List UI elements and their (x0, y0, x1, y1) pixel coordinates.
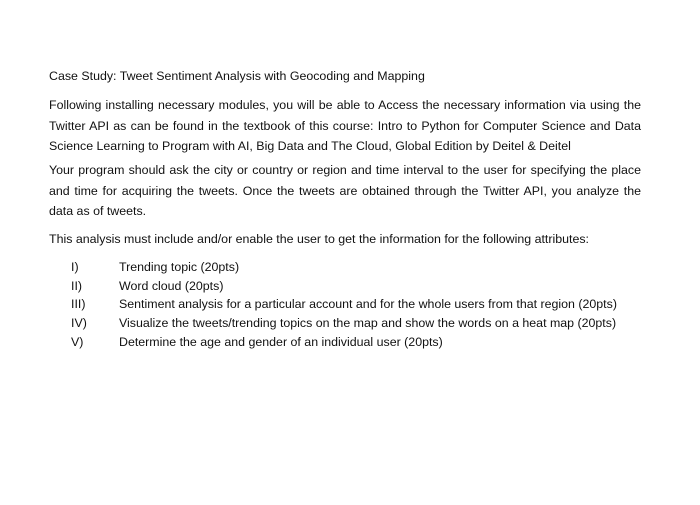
attribute-text: Trending topic (20pts) (119, 260, 240, 274)
attribute-item-sentiment-analysis (49, 295, 641, 314)
attribute-text: Sentiment analysis for a particular account and for the whole users from that region (20pts) (119, 297, 617, 312)
case-study-title: Case Study: Tweet Sentiment Analysis with Geocoding and Mapping (49, 69, 425, 83)
program-instructions-paragraph: Your program should ask the city or country or region and time interval to the user for specifying the place and time for acquiring the tweets. Once the tweets are obtained through the Twitter API, you analyze the data as of tweets. (49, 163, 641, 218)
intro-paragraph: Following installing necessary modules, you will be able to Access the necessary information via using the Twitter API as can be found in the textbook of this course: Intro to Python for Computer Science and Data Science Learning to Program with AI, Big Data and The Cloud, Global Edition by Deitel & Deitel (49, 98, 641, 153)
list-marker: IV) (71, 316, 87, 331)
list-marker: III) (71, 297, 86, 312)
attribute-text: Visualize the tweets/trending topics on the map and show the words on a heat map (20pts) (119, 316, 617, 331)
attribute-text: Determine the age and gender of an individual user (20pts) (119, 334, 443, 349)
attribute-item-trending-topic (49, 258, 641, 277)
attribute-list (49, 258, 641, 352)
analysis-requirements-paragraph: This analysis must include and/or enable the user to get the information for the following attributes: (49, 232, 589, 246)
list-marker: V) (71, 334, 84, 349)
list-marker: I) (71, 260, 79, 274)
attribute-item-word-cloud (49, 277, 641, 296)
list-marker: II) (71, 278, 83, 293)
attribute-item-map-visualization (49, 314, 641, 333)
attribute-item-age-gender (49, 333, 641, 352)
attribute-text: Word cloud (20pts) (119, 278, 224, 293)
